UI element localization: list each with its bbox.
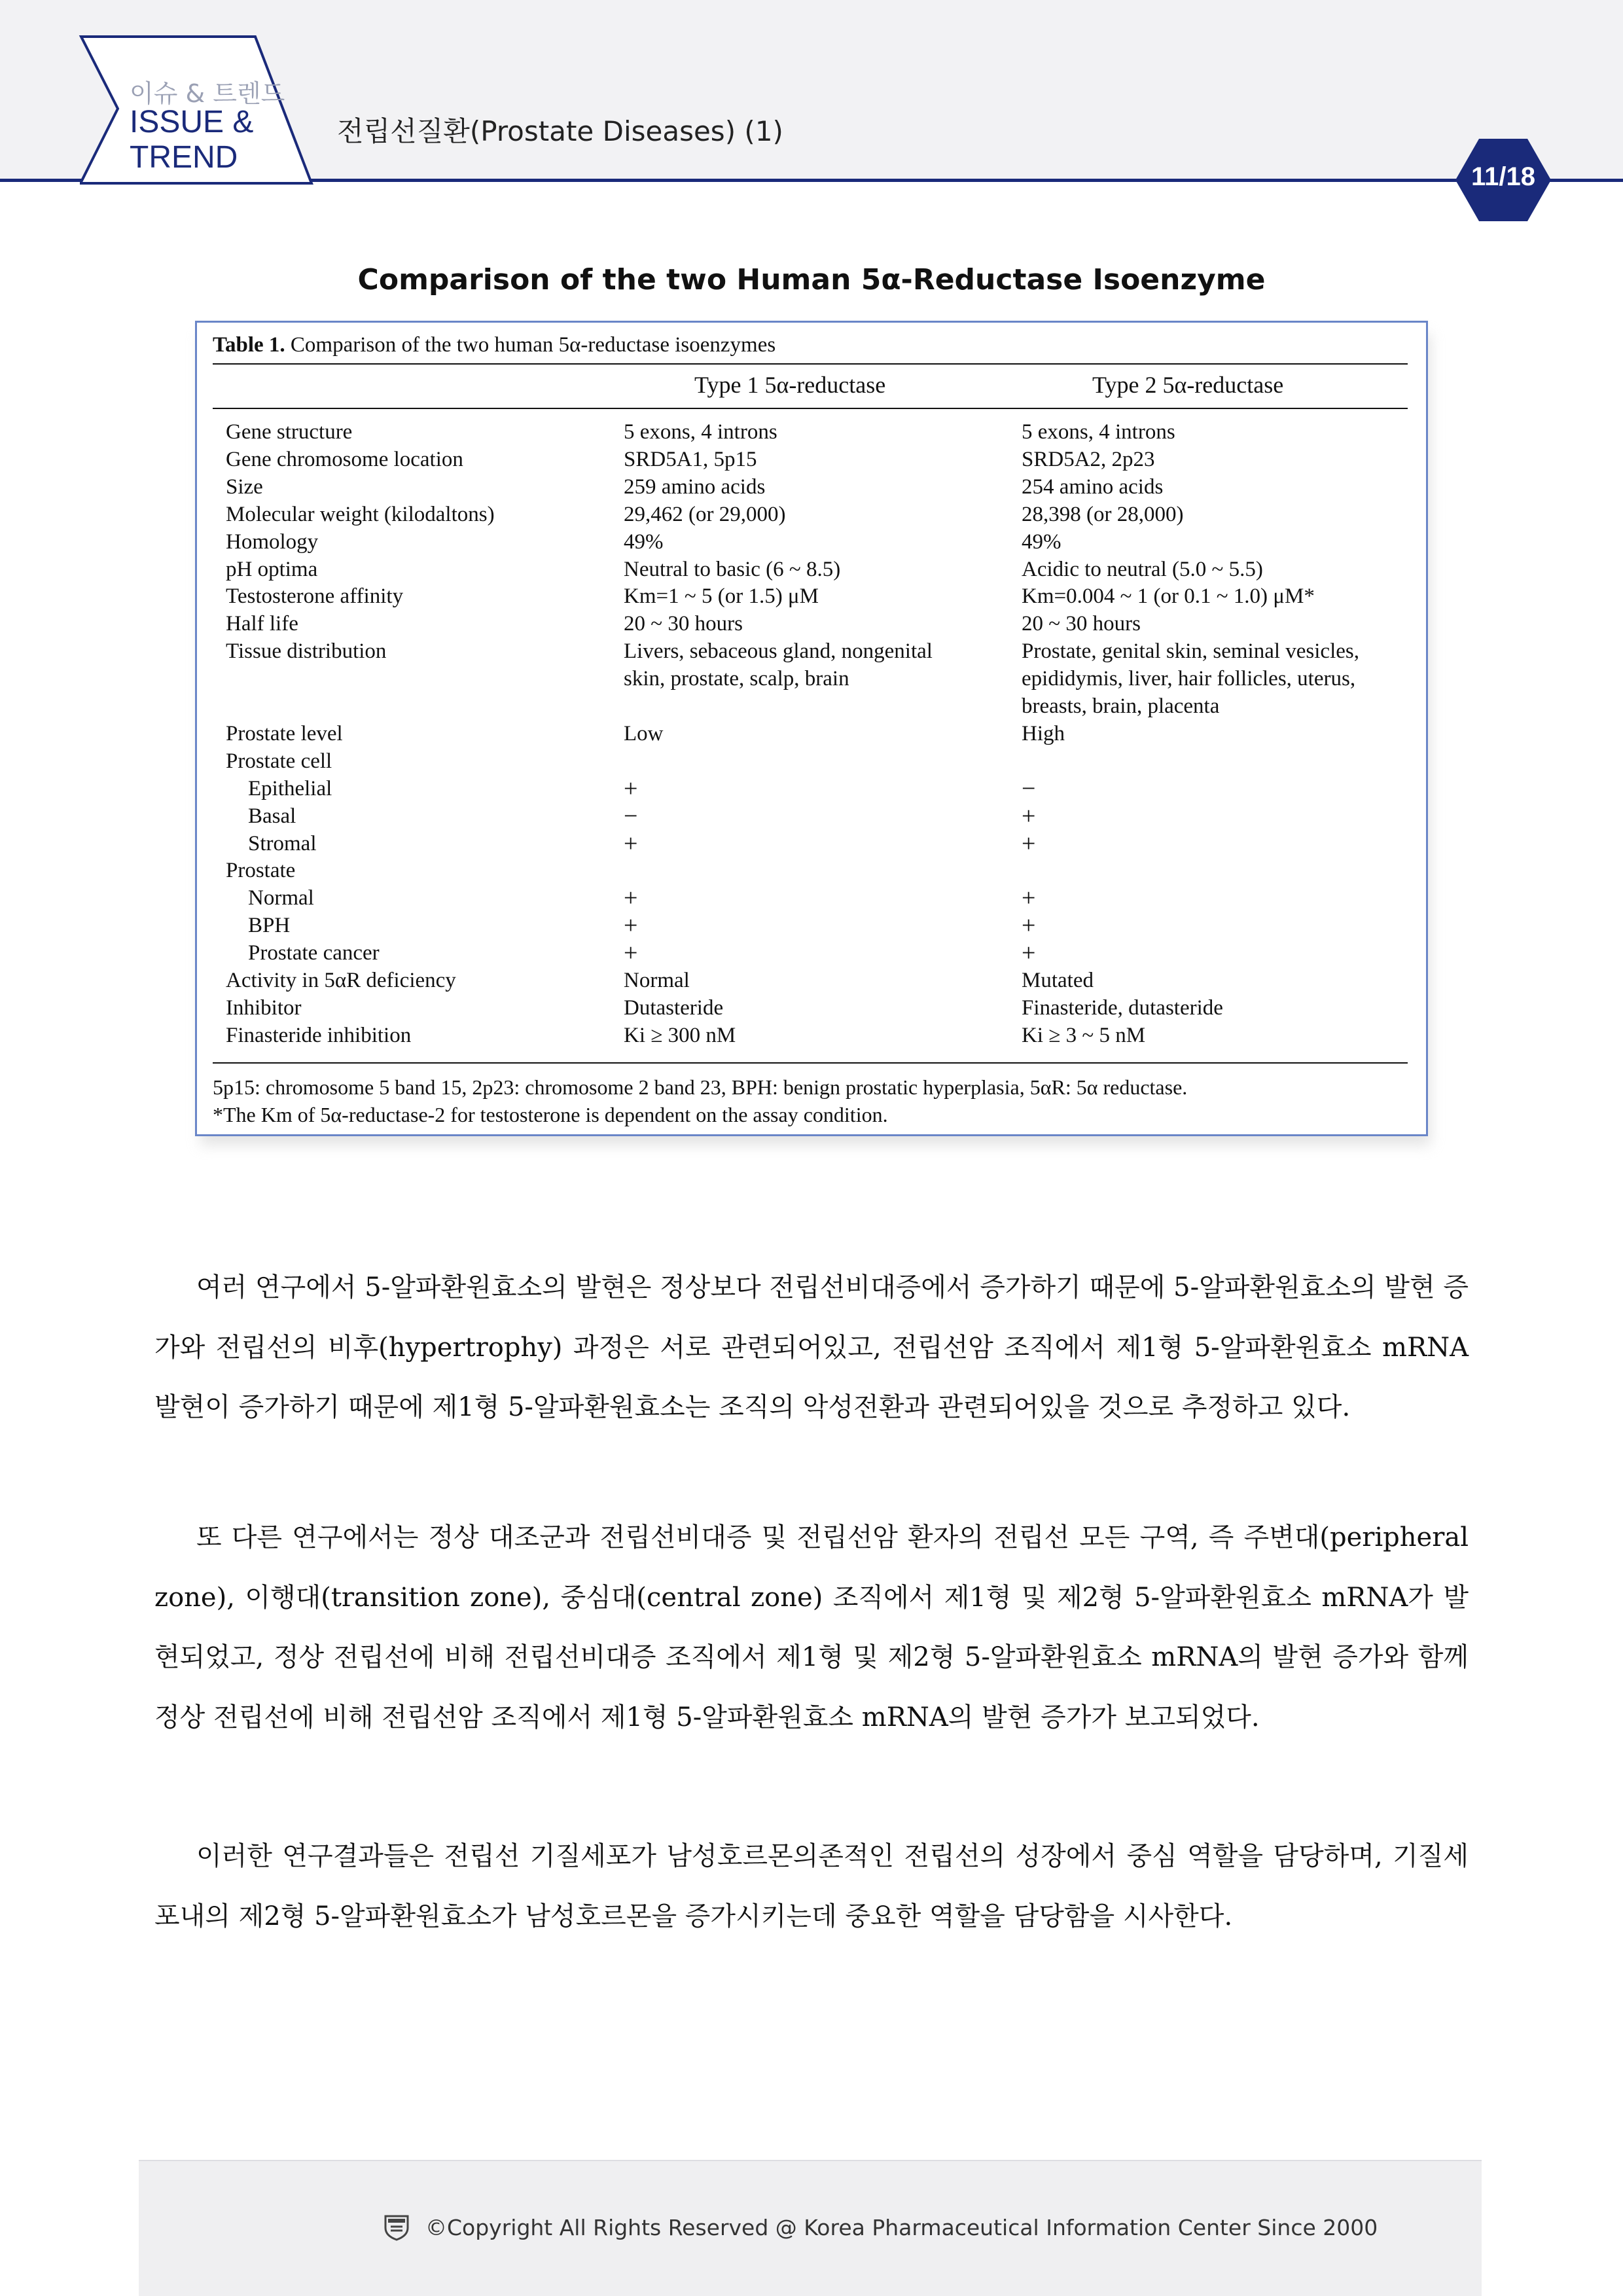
comparison-table <box>195 321 1428 1136</box>
table-cell-type1: 29,462 (or 29,000) <box>624 502 786 526</box>
table-cell-type2: + <box>1022 884 1036 912</box>
column-header-type1: Type 1 5α-reductase <box>694 372 886 398</box>
column-header-type2: Type 2 5α-reductase <box>1092 372 1284 398</box>
table-cell-type2: + <box>1022 829 1036 857</box>
table-cell-feature: Gene structure <box>226 420 353 444</box>
table-cell-type1: Km=1 ~ 5 (or 1.5) μM <box>624 584 819 609</box>
issue-label-line2: TREND <box>130 140 238 175</box>
figure-caption: Comparison of the two Human 5α-Reductase Isoenzyme <box>357 263 1266 296</box>
table-footnote-1: 5p15: chromosome 5 band 15, 2p23: chromosome 2 band 23, BPH: benign prostatic hyperplasia, 5αR: 5α reductase. <box>213 1075 1188 1099</box>
table-cell-type1: skin, prostate, scalp, brain <box>624 667 849 691</box>
table-cell-type1: Low <box>624 721 664 745</box>
table-cell-type1: 49% <box>624 529 664 554</box>
table-cell-type2: Mutated <box>1022 969 1094 992</box>
table-cell-type1: 259 amino acids <box>624 475 766 499</box>
table-cell-type2: High <box>1022 721 1065 745</box>
table-cell-type1: + <box>624 939 638 967</box>
table-cell-feature: Prostate cancer <box>248 941 380 965</box>
issue-label-line1: ISSUE & <box>130 105 254 139</box>
table-cell-type2: − <box>1022 774 1036 802</box>
table-cell-type2: Finasteride, dutasteride <box>1022 996 1223 1020</box>
table-cell-feature: Gene chromosome location <box>226 447 463 471</box>
table-cell-type1: Livers, sebaceous gland, nongenital <box>624 639 933 664</box>
table-cell-feature: Half life <box>226 612 298 636</box>
table-cell-type1: Neutral to basic (6 ~ 8.5) <box>624 557 841 581</box>
table-top-rule <box>213 363 1408 365</box>
body-paragraph-2: 또 다른 연구에서는 정상 대조군과 전립선비대증 및 전립선암 환자의 전립선 모든 구역, 즉 주변대(peripheral zone), 이행대(transition zone), 중심대(central zone) 조직에서 제1형 및 제2형 5-알파환원효소 mRNA가 발현되었고, 정상 전립선에 비해 전립선비대증 조직에서 제1형 및 제2형 5-알파환원효소 mRNA의 발현 증가와 함께 정상 전립선에 비해 전립선암 조직에서 제1형 5-알파환원효소 mRNA의 발현 증가가 보고되었다. <box>154 1522 1469 1732</box>
table-cell-type1: − <box>624 802 638 830</box>
table-cell-type1: + <box>624 829 638 857</box>
page-title: 전립선질환(Prostate Diseases) (1) <box>337 115 783 147</box>
table-cell-type2: Prostate, genital skin, seminal vesicles, <box>1022 639 1359 664</box>
table-cell-feature: Prostate cell <box>226 749 332 773</box>
table-cell-type2: 20 ~ 30 hours <box>1022 612 1141 636</box>
body-paragraph-1: 여러 연구에서 5-알파환원효소의 발현은 정상보다 전립선비대증에서 증가하기 때문에 5-알파환원효소의 발현 증가와 전립선의 비후(hypertrophy) 과정은 서로 관련되어있고, 전립선암 조직에서 제1형 5-알파환원효소 mRNA 발현이 증가하기 때문에 제1형 5-알파환원효소는 조직의 악성전환과 관련되어있을 것으로 추정하고 있다. <box>154 1272 1469 1422</box>
table-cell-type1: + <box>624 912 638 940</box>
table-cell-type2: 254 amino acids <box>1022 475 1164 499</box>
table-cell-feature: Stromal <box>248 831 317 855</box>
table-cell-feature: Homology <box>226 529 319 554</box>
table-cell-feature: Epithelial <box>248 776 332 800</box>
table-cell-type1: + <box>624 884 638 912</box>
table-cell-feature: Molecular weight (kilodaltons) <box>226 502 495 526</box>
table-cell-type1: 20 ~ 30 hours <box>624 612 743 636</box>
table-cell-type2: Acidic to neutral (5.0 ~ 5.5) <box>1022 557 1263 581</box>
table-cell-feature: Size <box>226 475 263 499</box>
table-cell-type2: breasts, brain, placenta <box>1022 694 1220 718</box>
table-label-number: Table 1. <box>213 333 285 357</box>
table-label-text: Comparison of the two human 5α-reductase isoenzymes <box>285 333 776 357</box>
table-cell-feature: Tissue distribution <box>226 639 387 664</box>
table-cell-type1: Dutasteride <box>624 996 724 1020</box>
table-cell-feature: Testosterone affinity <box>226 584 404 609</box>
table-cell-type2: 28,398 (or 28,000) <box>1022 502 1184 526</box>
table-cell-feature: Prostate <box>226 859 296 883</box>
page-number: 11/18 <box>1471 162 1535 191</box>
table-cell-type1: + <box>624 774 638 802</box>
shield-logo-icon <box>383 2214 410 2241</box>
table-cell-type2: epididymis, liver, hair follicles, uterus, <box>1022 667 1356 691</box>
table-cell-feature: pH optima <box>226 557 318 581</box>
footer-divider <box>139 2160 1482 2161</box>
table-cell-type1: SRD5A1, 5p15 <box>624 447 757 471</box>
table-header-rule <box>213 408 1408 409</box>
issue-kicker: 이슈 & 트렌드 <box>130 79 285 108</box>
table-bottom-rule <box>213 1062 1408 1064</box>
table-cell-feature: Activity in 5αR deficiency <box>226 969 456 992</box>
table-cell-type2: + <box>1022 939 1036 967</box>
table-cell-type2: Km=0.004 ~ 1 (or 0.1 ~ 1.0) μM* <box>1022 584 1315 609</box>
body-paragraph-3: 이러한 연구결과들은 전립선 기질세포가 남성호르몬의존적인 전립선의 성장에서 중심 역할을 담당하며, 기질세포내의 제2형 5-알파환원효소가 남성호르몬을 증가시키는데 중요한 역할을 담당함을 시사한다. <box>154 1841 1469 1931</box>
table-cell-type1: 5 exons, 4 introns <box>624 420 777 444</box>
table-cell-type2: 5 exons, 4 introns <box>1022 420 1175 444</box>
table-cell-type2: 49% <box>1022 529 1061 554</box>
table-cell-feature: Prostate level <box>226 721 343 745</box>
table-cell-type2: SRD5A2, 2p23 <box>1022 447 1155 471</box>
table-cell-type2: + <box>1022 912 1036 940</box>
table-cell-feature: Inhibitor <box>226 996 302 1020</box>
table-cell-type2: Ki ≥ 3 ~ 5 nM <box>1022 1023 1146 1047</box>
table-cell-feature: BPH <box>248 914 291 938</box>
table-footnote-2: *The Km of 5α-reductase-2 for testosterone is dependent on the assay condition. <box>213 1103 888 1126</box>
table-cell-feature: Normal <box>248 886 314 910</box>
table-cell-feature: Finasteride inhibition <box>226 1023 412 1047</box>
table-cell-feature: Basal <box>248 804 296 828</box>
table-cell-type2: + <box>1022 802 1036 830</box>
table-cell-type1: Normal <box>624 969 690 992</box>
table-label <box>213 333 776 357</box>
table-cell-type1: Ki ≥ 300 nM <box>624 1023 736 1047</box>
footer-copyright: ©Copyright All Rights Reserved @ Korea Pharmaceutical Information Center Since 2000 <box>425 2215 1378 2240</box>
